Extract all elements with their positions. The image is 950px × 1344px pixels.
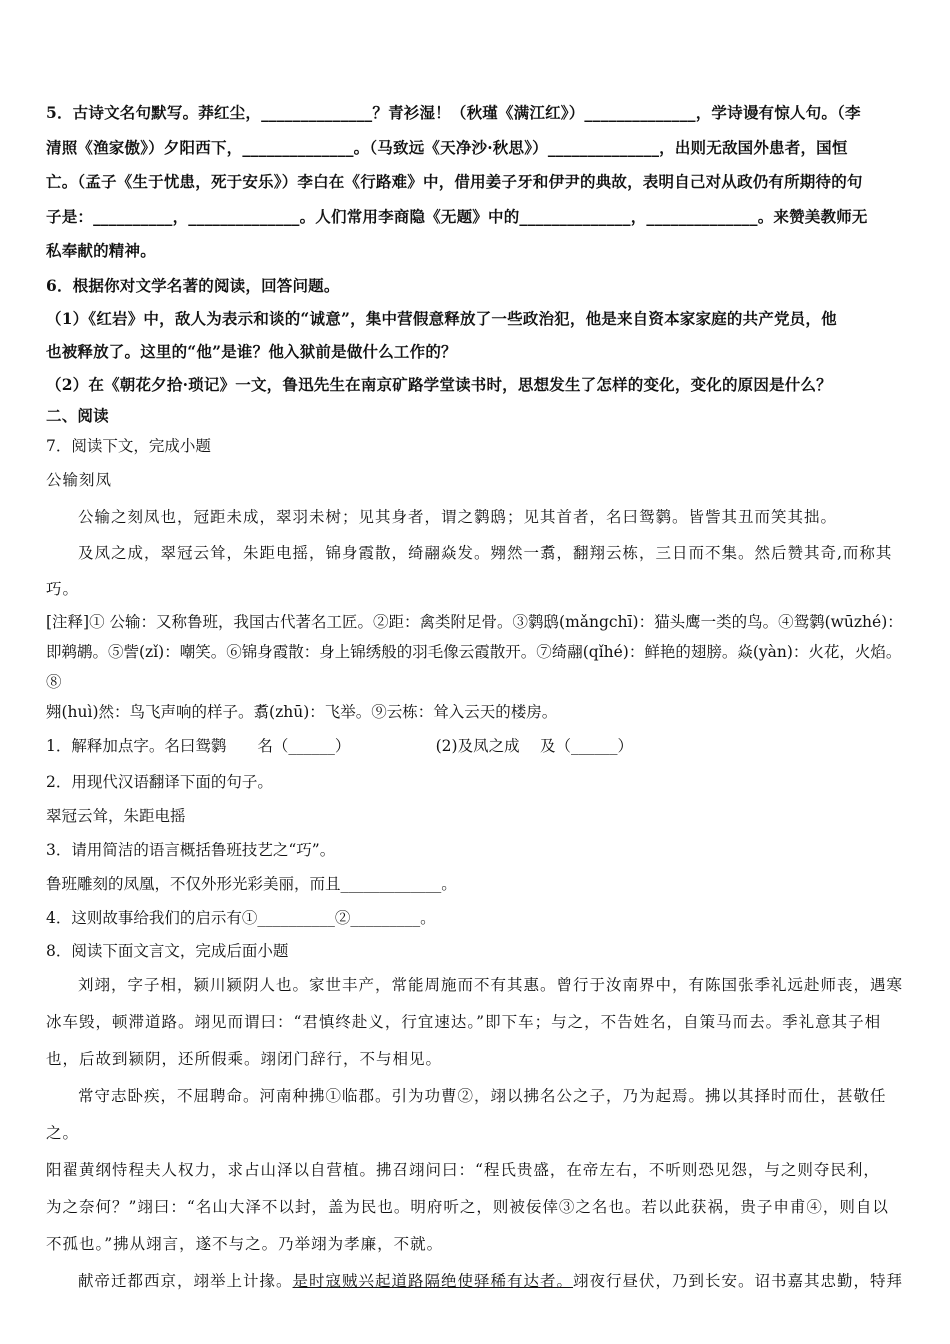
q7-title: 7．阅读下文，完成小题 xyxy=(46,436,211,455)
sub-question-3: 3．请用简洁的语言概括鲁班技艺之“巧”。 xyxy=(46,840,336,859)
q5-line: 亡。（孟子《生于忧患，死于安乐》）李白在《行路难》中，借用姜子牙和伊尹的典故，表明自己对从政仍有所期待的句 xyxy=(46,172,863,191)
passage-line: 刘翊，字子相，颍川颍阴人也。家世丰产，常能周施而不有其惠。曾行于汝南界中，有陈国张季礼远赴师丧，遇寒 xyxy=(78,975,904,994)
passage-paragraph: 及凤之成，翠冠云耸，朱距电摇，锦身霞散，绮翮焱发。翙然一翥，翻翔云栋，三日而不集。然后赞其奇,而称其 xyxy=(78,543,893,562)
passage-title: 公输刻凤 xyxy=(46,470,113,489)
q5-line: 5．古诗文名句默写。莽红尘，______________？青衫湿！（秋瑾《满江红》）______________，学诗谩有惊人句。（李 xyxy=(46,103,861,122)
question-7 xyxy=(46,431,906,935)
q8-title: 8．阅读下面文言文，完成后面小题 xyxy=(46,941,289,960)
passage-line: 为之奈何？”翊曰：“名山大泽不以封，盖为民也。明府听之，则被佞倖③之名也。若以此获祸，贵子申甫④，则自以 xyxy=(46,1197,889,1216)
sub-question-3-prompt: 鲁班雕刻的凤凰，不仅外形光彩美丽，而且_____________。 xyxy=(46,874,457,893)
sub-question-2: 2．用现代汉语翻译下面的句子。 xyxy=(46,772,273,791)
q5-line: 清照《渔家傲》）夕阳西下，______________。（马致远《天净沙·秋思》）______________，出则无敌国外患者，国恒 xyxy=(46,137,848,157)
passage-text: 献帝迁都西京，翊举上计掾。 xyxy=(78,1271,293,1290)
q5-line: 子是：__________，______________。人们常用李商隐《无题》中的______________，______________。来赞美教师无 xyxy=(46,206,868,226)
q6-title: 6．根据你对文学名著的阅读，回答问题。 xyxy=(46,275,340,295)
q6-sub1: 也被释放了。这里的“他”是谁？他入狱前是做什么工作的？ xyxy=(46,341,457,361)
passage-paragraph: 巧。 xyxy=(46,579,80,598)
passage-line: 常守志卧疾，不屈聘命。河南种拂①临郡。引为功曹②，翊以拂名公之子，乃为起焉。拂以其择时而仕，甚敬任之。 xyxy=(46,1086,887,1142)
sub-question-2-sentence: 翠冠云耸，朱距电摇 xyxy=(46,806,186,825)
q6-sub1: （1）《红岩》中，敌人为表示和谈的“诚意”，集中营假意释放了一些政治犯，他是来自资本家家庭的共产党员，他 xyxy=(46,308,837,328)
question-6 xyxy=(46,269,906,401)
passage-text: 翊夜行昼伏，乃到长安。诏书嘉其忠勤，特拜 xyxy=(573,1271,904,1290)
question-5 xyxy=(46,96,906,269)
annotation-line: 即鹈鹕。⑤訾(zǐ)：嘲笑。⑥锦身霞散：身上锦绣般的羽毛像云霞散开。⑦绮翮(qǐhé)：鲜艳的翅膀。焱(yàn)：火花，火焰。⑧ xyxy=(46,642,902,691)
sub-question-1: 1．解释加点字。名曰鸳鹲 名（______） (2)及凤之成 及（______） xyxy=(46,736,633,755)
sub-question-4: 4．这则故事给我们的启示有①__________②_________。 xyxy=(46,908,436,927)
section-heading: 二、阅读 xyxy=(46,405,109,425)
annotation-line: [注释]① 公输：又称鲁班，我国古代著名工匠。②距：禽类附足骨。③鹲鸱(mǎngchī)：猫头鹰一类的鸟。④鸳鹲(wūzhé)： xyxy=(46,612,903,631)
passage-paragraph: 公输之刻凤也，冠距未成，翠羽未树；见其身者，谓之鹲鸱；见其首者，名曰鸳鹲。皆訾其丑而笑其拙。 xyxy=(78,507,838,526)
q5-line: 私奉献的精神。 xyxy=(46,241,156,260)
annotation-line: 翙(huì)然：鸟飞声响的样子。翥(zhū)：飞举。⑨云栋：耸入云天的楼房。 xyxy=(46,702,558,721)
passage-line: 不孤也。”拂从翊言，遂不与之。乃举翊为孝廉，不就。 xyxy=(46,1234,444,1253)
question-8 xyxy=(46,935,906,1300)
underlined-sentence: 是时寇贼兴起道路隔绝使驿稀有达者。 xyxy=(292,1271,574,1290)
passage-line: 阳翟黄纲恃程夫人权力，求占山泽以自营植。拂召翊问曰：“程氏贵盛，在帝左右，不听则恐见怨，与之则夺民利， xyxy=(46,1160,880,1179)
exam-page xyxy=(46,96,906,1300)
passage-line: 冰车毁，顿滞道路。翊见而谓曰：“君慎终赴义，行宜速达。”即下车；与之，不告姓名，自策马而去。季礼意其子相 xyxy=(46,1012,882,1031)
passage-line xyxy=(46,1263,906,1300)
q6-sub2: （2）在《朝花夕拾·琐记》一文，鲁迅先生在南京矿路学堂读书时，思想发生了怎样的变化，变化的原因是什么？ xyxy=(46,374,832,394)
passage-line: 也，后故到颍阴，还所假乘。翊闭门辞行，不与相见。 xyxy=(46,1049,443,1068)
